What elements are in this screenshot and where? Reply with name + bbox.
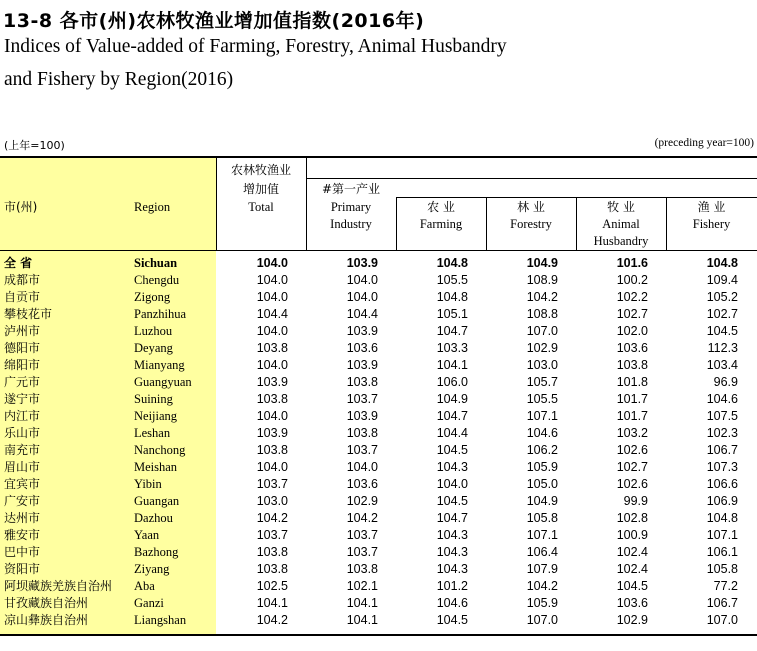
region-name-cn: 乐山市 [4, 426, 41, 440]
cell-animal: 102.9 [616, 613, 648, 627]
region-name-cn: 达州市 [4, 511, 41, 525]
header-region-cn: 市(州) [4, 200, 38, 214]
region-name-en: Guangan [134, 494, 180, 508]
region-name-en: Dazhou [134, 511, 173, 525]
table-row [0, 340, 757, 357]
cell-primary: 104.1 [346, 613, 378, 627]
table-row [0, 578, 757, 595]
region-name-en: Panzhihua [134, 307, 187, 321]
unit-note-cn: (上年=100) [4, 139, 65, 152]
region-name-cn: 攀枝花市 [4, 307, 53, 321]
region-name-en: Guangyuan [134, 375, 192, 389]
cell-total: 104.0 [256, 273, 288, 287]
cell-animal: 101.7 [616, 392, 648, 406]
region-name-cn: 凉山彝族自治州 [4, 613, 89, 627]
cell-animal: 101.6 [616, 256, 648, 270]
region-name-cn: 绵阳市 [4, 358, 41, 372]
cell-total: 103.9 [256, 375, 288, 389]
cell-total: 104.2 [256, 613, 288, 627]
cell-fishery: 104.5 [706, 324, 738, 338]
region-name-en: Suining [134, 392, 173, 406]
region-name-cn: 资阳市 [4, 562, 41, 576]
table-row [0, 527, 757, 544]
cell-total: 103.8 [256, 392, 288, 406]
cell-primary: 103.8 [346, 426, 378, 440]
table-title-cn: 13-8 各市(州)农林牧渔业增加值指数(2016年) [3, 10, 425, 32]
cell-farming: 104.5 [436, 613, 468, 627]
cell-fishery: 104.8 [706, 256, 738, 270]
region-name-en: Nanchong [134, 443, 186, 457]
cell-total: 104.1 [256, 596, 288, 610]
table-top-rule [0, 156, 757, 158]
header-fishery-cn: 渔 业 [697, 200, 726, 214]
table-title-en-line1: Indices of Value-added of Farming, Forestry, Animal Husbandry [4, 36, 507, 57]
cell-fishery: 105.2 [706, 290, 738, 304]
region-name-en: Mianyang [134, 358, 185, 372]
cell-forestry: 107.1 [526, 528, 558, 542]
cell-farming: 104.7 [436, 409, 468, 423]
cell-fishery: 109.4 [706, 273, 738, 287]
region-name-cn: 广安市 [4, 494, 41, 508]
region-name-en: Deyang [134, 341, 173, 355]
cell-total: 103.8 [256, 562, 288, 576]
table-row [0, 612, 757, 629]
table-row [0, 459, 757, 476]
cell-total: 103.0 [256, 494, 288, 508]
cell-primary: 103.7 [346, 545, 378, 559]
header-primary-en-1: Primary [330, 200, 372, 214]
cell-animal: 102.4 [616, 562, 648, 576]
cell-total: 104.2 [256, 511, 288, 525]
cell-primary: 103.9 [346, 358, 378, 372]
cell-primary: 103.7 [346, 528, 378, 542]
cell-total: 104.0 [256, 460, 288, 474]
header-animal-cn: 牧 业 [607, 200, 635, 214]
cell-fishery: 104.6 [706, 392, 738, 406]
region-name-en: Leshan [134, 426, 171, 440]
cell-primary: 103.7 [346, 443, 378, 457]
cell-farming: 104.7 [436, 511, 468, 525]
cell-farming: 104.7 [436, 324, 468, 338]
cell-animal: 104.5 [616, 579, 648, 593]
table-title-en-line2: and Fishery by Region(2016) [4, 69, 234, 90]
header-primary-en-2: Industry [330, 217, 372, 231]
cell-forestry: 102.9 [526, 341, 558, 355]
cell-total: 103.8 [256, 545, 288, 559]
region-name-en: Luzhou [134, 324, 173, 338]
header-animal-en-1: Animal [602, 217, 640, 231]
cell-farming: 104.3 [436, 528, 468, 542]
header-region-en: Region [134, 200, 171, 214]
table-row [0, 561, 757, 578]
cell-farming: 104.1 [436, 358, 468, 372]
cell-forestry: 108.9 [526, 273, 558, 287]
cell-fishery: 106.7 [706, 443, 738, 457]
table-row [0, 374, 757, 391]
cell-total: 104.0 [256, 409, 288, 423]
cell-total: 103.9 [256, 426, 288, 440]
header-total-cn-2: 增加值 [242, 182, 279, 196]
cell-primary: 104.4 [346, 307, 378, 321]
cell-farming: 104.3 [436, 460, 468, 474]
cell-animal: 101.8 [616, 375, 648, 389]
table-row [0, 289, 757, 306]
cell-total: 103.8 [256, 341, 288, 355]
header-forestry-cn: 林 业 [517, 200, 545, 214]
region-name-en: Liangshan [134, 613, 187, 627]
cell-animal: 102.4 [616, 545, 648, 559]
cell-primary: 104.0 [346, 273, 378, 287]
region-name-cn: 甘孜藏族自治州 [4, 596, 89, 610]
header-bottom-rule [0, 250, 757, 251]
region-name-en: Sichuan [134, 256, 178, 270]
cell-animal: 103.6 [616, 596, 648, 610]
cell-primary: 104.2 [346, 511, 378, 525]
table-row [0, 510, 757, 527]
region-name-en: Neijiang [134, 409, 178, 423]
table-row [0, 595, 757, 612]
table-row [0, 544, 757, 561]
header-primary-group-cn: #第一产业 [321, 182, 381, 196]
cell-forestry: 105.5 [526, 392, 558, 406]
cell-forestry: 107.9 [526, 562, 558, 576]
cell-animal: 102.8 [616, 511, 648, 525]
cell-farming: 104.5 [436, 443, 468, 457]
cell-forestry: 108.8 [526, 307, 558, 321]
cell-forestry: 105.0 [526, 477, 558, 491]
region-name-cn: 雅安市 [4, 528, 41, 542]
cell-animal: 103.6 [616, 341, 648, 355]
region-name-cn: 内江市 [4, 409, 41, 423]
header-total-cn-1: 农林牧渔业 [230, 163, 291, 177]
cell-farming: 105.1 [436, 307, 468, 321]
cell-primary: 104.0 [346, 460, 378, 474]
table-row [0, 306, 757, 323]
cell-animal: 102.7 [616, 307, 648, 321]
cell-total: 103.8 [256, 443, 288, 457]
cell-total: 104.4 [256, 307, 288, 321]
table-row [0, 357, 757, 374]
region-name-en: Chengdu [134, 273, 180, 287]
header-fishery-en: Fishery [692, 217, 731, 231]
cell-fishery: 107.0 [706, 613, 738, 627]
cell-fishery: 107.3 [706, 460, 738, 474]
primary-group-rule [306, 178, 757, 179]
region-name-en: Aba [134, 579, 155, 593]
cell-total: 103.7 [256, 528, 288, 542]
table-row [0, 391, 757, 408]
cell-farming: 101.2 [436, 579, 468, 593]
cell-fishery: 96.9 [713, 375, 738, 389]
table-row [0, 272, 757, 289]
cell-forestry: 104.2 [526, 290, 558, 304]
cell-primary: 103.9 [346, 256, 378, 270]
cell-total: 104.0 [256, 256, 288, 270]
cell-fishery: 106.6 [706, 477, 738, 491]
cell-forestry: 104.6 [526, 426, 558, 440]
cell-farming: 104.8 [436, 256, 468, 270]
cell-forestry: 104.2 [526, 579, 558, 593]
cell-forestry: 105.8 [526, 511, 558, 525]
header-farming-cn: 农 业 [427, 200, 455, 214]
region-name-en: Ziyang [134, 562, 170, 576]
header-forestry-en: Forestry [510, 217, 552, 231]
header-animal-en-2: Husbandry [593, 234, 649, 248]
cell-forestry: 107.1 [526, 409, 558, 423]
cell-forestry: 106.4 [526, 545, 558, 559]
table-row [0, 323, 757, 340]
cell-total: 104.0 [256, 290, 288, 304]
region-name-cn: 巴中市 [4, 545, 41, 559]
region-name-en: Yibin [134, 477, 162, 491]
cell-animal: 102.6 [616, 443, 648, 457]
cell-primary: 104.0 [346, 290, 378, 304]
table-row [0, 408, 757, 425]
region-name-cn: 阿坝藏族羌族自治州 [4, 579, 113, 593]
region-name-cn: 成都市 [4, 273, 41, 287]
cell-animal: 99.9 [623, 494, 648, 508]
cell-forestry: 105.9 [526, 460, 558, 474]
table-row [0, 476, 757, 493]
cell-animal: 103.8 [616, 358, 648, 372]
cell-fishery: 77.2 [713, 579, 738, 593]
cell-animal: 102.6 [616, 477, 648, 491]
cell-primary: 103.9 [346, 409, 378, 423]
region-name-cn: 全 省 [4, 256, 33, 270]
region-name-cn: 宜宾市 [4, 477, 41, 491]
cell-primary: 103.7 [346, 392, 378, 406]
cell-forestry: 107.0 [526, 613, 558, 627]
cell-farming: 105.5 [436, 273, 468, 287]
cell-forestry: 104.9 [526, 256, 558, 270]
cell-fishery: 106.9 [706, 494, 738, 508]
region-name-cn: 遂宁市 [4, 392, 41, 406]
region-name-cn: 自贡市 [4, 290, 41, 304]
cell-farming: 104.8 [436, 290, 468, 304]
cell-fishery: 106.1 [706, 545, 738, 559]
region-name-en: Zigong [134, 290, 171, 304]
cell-farming: 104.0 [436, 477, 468, 491]
region-name-cn: 泸州市 [4, 324, 41, 338]
cell-animal: 100.9 [616, 528, 648, 542]
cell-fishery: 112.3 [707, 341, 738, 355]
cell-primary: 103.8 [346, 562, 378, 576]
table-row [0, 442, 757, 459]
cell-fishery: 102.3 [706, 426, 738, 440]
cell-animal: 101.7 [616, 409, 648, 423]
cell-farming: 106.0 [436, 375, 468, 389]
cell-fishery: 107.1 [706, 528, 738, 542]
header-total-en: Total [248, 200, 274, 214]
cell-fishery: 102.7 [706, 307, 738, 321]
cell-fishery: 105.8 [706, 562, 738, 576]
cell-forestry: 107.0 [526, 324, 558, 338]
table-row [0, 255, 757, 272]
cell-animal: 102.2 [616, 290, 648, 304]
region-name-cn: 德阳市 [4, 341, 41, 355]
table-row [0, 493, 757, 510]
cell-forestry: 104.9 [526, 494, 558, 508]
cell-fishery: 103.4 [706, 358, 738, 372]
region-name-cn: 眉山市 [4, 460, 41, 474]
region-name-cn: 南充市 [4, 443, 41, 457]
cell-farming: 104.3 [436, 562, 468, 576]
header-farming-en: Farming [419, 217, 463, 231]
cell-farming: 104.9 [436, 392, 468, 406]
cell-forestry: 106.2 [526, 443, 558, 457]
region-name-en: Yaan [134, 528, 160, 542]
unit-note-en: (preceding year=100) [654, 137, 754, 149]
cell-primary: 104.1 [346, 596, 378, 610]
region-name-cn: 广元市 [4, 375, 41, 389]
cell-farming: 104.5 [436, 494, 468, 508]
region-name-en: Ganzi [134, 596, 164, 610]
cell-forestry: 103.0 [526, 358, 558, 372]
cell-total: 104.0 [256, 358, 288, 372]
cell-forestry: 105.7 [526, 375, 558, 389]
table-bottom-rule [0, 634, 757, 636]
cell-primary: 102.9 [346, 494, 378, 508]
cell-total: 103.7 [256, 477, 288, 491]
cell-animal: 100.2 [616, 273, 648, 287]
region-name-en: Bazhong [134, 545, 179, 559]
cell-primary: 103.8 [346, 375, 378, 389]
cell-animal: 102.0 [616, 324, 648, 338]
cell-fishery: 104.8 [706, 511, 738, 525]
cell-primary: 103.6 [346, 477, 378, 491]
cell-animal: 103.2 [616, 426, 648, 440]
cell-primary: 103.6 [346, 341, 378, 355]
cell-farming: 104.3 [436, 545, 468, 559]
cell-farming: 104.6 [436, 596, 468, 610]
table-row [0, 425, 757, 442]
cell-animal: 102.7 [616, 460, 648, 474]
cell-fishery: 107.5 [706, 409, 738, 423]
cell-primary: 103.9 [346, 324, 378, 338]
cell-total: 104.0 [256, 324, 288, 338]
cell-farming: 103.3 [436, 341, 468, 355]
cell-primary: 102.1 [346, 579, 378, 593]
region-name-en: Meishan [134, 460, 178, 474]
cell-forestry: 105.9 [526, 596, 558, 610]
cell-farming: 104.4 [436, 426, 468, 440]
cell-fishery: 106.7 [706, 596, 738, 610]
cell-total: 102.5 [256, 579, 288, 593]
